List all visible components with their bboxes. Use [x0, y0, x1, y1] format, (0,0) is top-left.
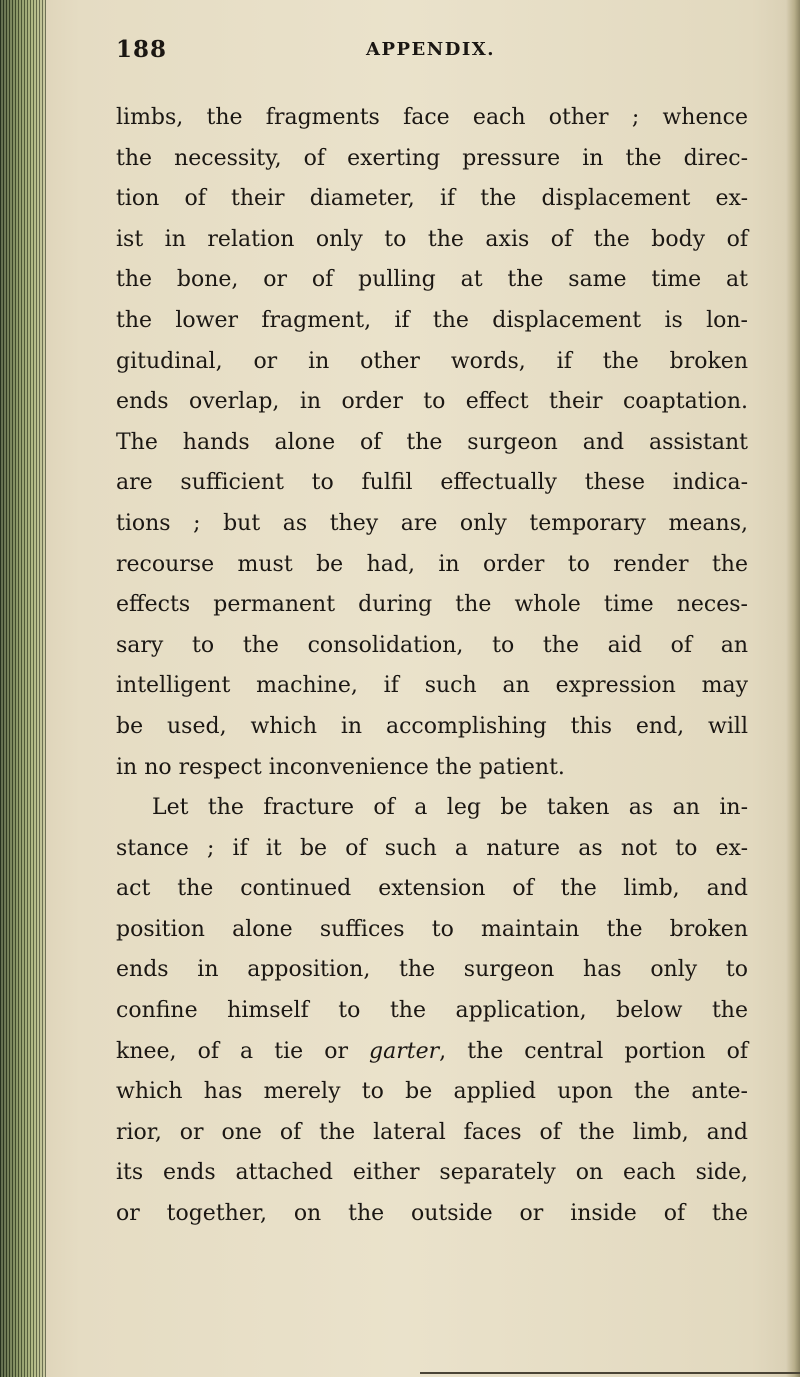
text-line: limbs, the fragments face each other ; whence — [116, 105, 748, 130]
text-line — [116, 1032, 748, 1073]
text-line: The hands alone of the surgeon and assistant — [116, 429, 748, 455]
text-line: its ends attached either separately on each side, — [116, 1160, 748, 1186]
page-bottom-edge — [420, 1372, 800, 1374]
running-head: APPENDIX. — [366, 39, 495, 60]
text-line: ends overlap, in order to effect their coaptation. — [116, 389, 748, 415]
text-line: sary to the consolidation, to the aid of an — [116, 632, 748, 658]
text-line: the bone, or of pulling at the same time at — [116, 267, 748, 293]
text-line: or together, on the outside or inside of the — [116, 1201, 748, 1227]
text-line: confine himself to the application, below the — [116, 998, 748, 1024]
text-line: effects permanent during the whole time neces- — [116, 592, 748, 618]
text-line: which has merely to be applied upon the ante- — [116, 1079, 748, 1105]
text-line: are sufficient to fulfil effectually these indica- — [116, 470, 748, 496]
text-line: rior, or one of the lateral faces of the limb, and — [116, 1119, 748, 1145]
text-line: Let the fracture of a leg be taken as an in- — [152, 795, 748, 821]
text-segment: knee, of a tie or — [116, 1038, 370, 1064]
text-line: intelligent machine, if such an expression may — [116, 673, 748, 699]
text-line: position alone suffices to maintain the broken — [116, 916, 748, 942]
text-line: ends in apposition, the surgeon has only to — [116, 957, 748, 983]
text-line: in no respect inconvenience the patient. — [116, 754, 565, 780]
text-line: the necessity, of exerting pressure in the direc- — [116, 145, 748, 171]
text-line: ist in relation only to the axis of the body of — [116, 226, 748, 252]
text-segment: , the central portion of — [439, 1038, 748, 1064]
text-line: act the continued extension of the limb, and — [116, 876, 748, 902]
text-line: tions ; but as they are only temporary means, — [116, 510, 748, 536]
body-text — [116, 98, 748, 1235]
text-line: be used, which in accomplishing this end, will — [116, 713, 748, 739]
italic-term: garter — [369, 1038, 440, 1064]
text-line: the lower fragment, if the displacement is lon- — [116, 307, 748, 333]
book-binding-gutter — [0, 0, 46, 1377]
text-line: recourse must be had, in order to render the — [116, 551, 748, 577]
text-line: gitudinal, or in other words, if the broken — [116, 348, 748, 374]
page-number: 188 — [116, 36, 168, 63]
page-header — [116, 36, 738, 70]
text-line: stance ; if it be of such a nature as not to ex- — [116, 835, 748, 861]
text-line: tion of their diameter, if the displacement ex- — [116, 186, 748, 212]
page-edge — [786, 0, 800, 1377]
